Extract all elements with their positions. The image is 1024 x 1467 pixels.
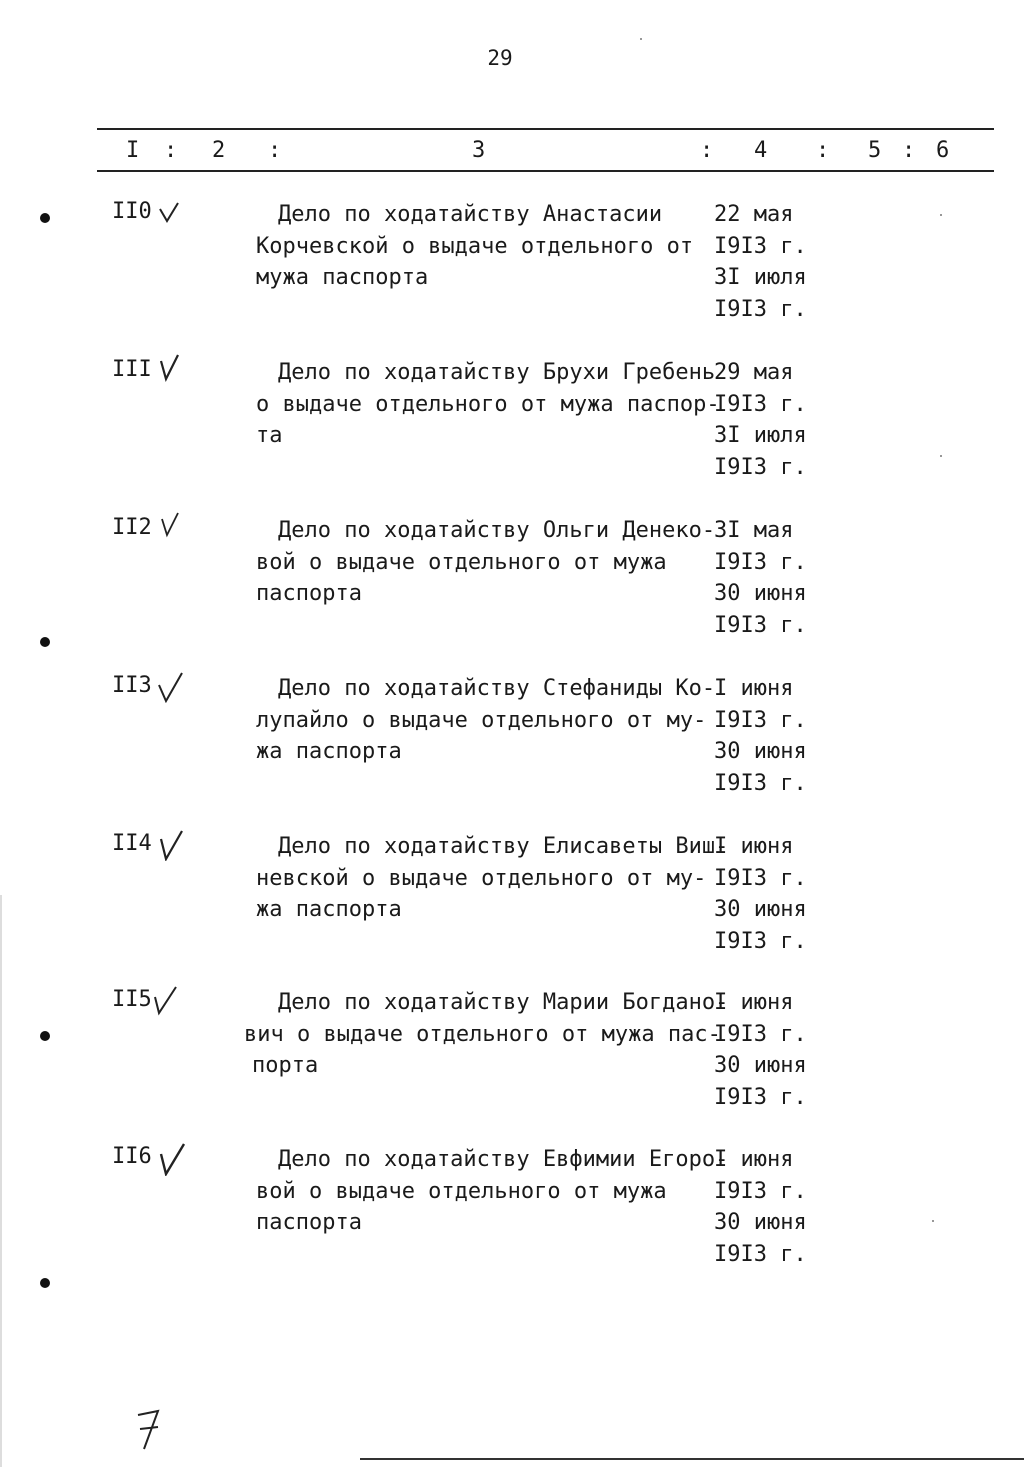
entry-dates <box>714 831 824 957</box>
date-line: 30 июня <box>714 1053 807 1078</box>
date-line: I9I3 г. <box>714 612 807 638</box>
date-line: I9I3 г. <box>714 1084 807 1110</box>
date-line: I июня <box>714 834 794 859</box>
description-line: Дело по ходатайству Анастасии <box>278 202 663 227</box>
date-line: I9I3 г. <box>714 707 807 733</box>
checkmark-icon <box>156 827 186 861</box>
description-line: паспорта <box>256 1210 362 1235</box>
date-line: 30 июня <box>714 1210 807 1235</box>
table-row <box>0 831 1024 971</box>
scan-edge <box>0 895 2 1467</box>
date-line: I9I3 г. <box>714 770 807 796</box>
checkmark-icon <box>156 669 186 703</box>
entry-number: II4 <box>112 831 152 856</box>
entry-description <box>256 515 716 610</box>
entry-dates <box>714 199 824 325</box>
checkmark-icon <box>156 511 182 541</box>
col-separator: : <box>902 138 916 163</box>
col-4-label: 4 <box>754 138 768 163</box>
description-line: паспорта <box>256 581 362 606</box>
description-line: Дело по ходатайству Стефаниды Ко- <box>278 676 716 701</box>
entry-description <box>256 831 729 926</box>
date-line: I9I3 г. <box>714 233 807 259</box>
entry-number: II6 <box>112 1144 152 1169</box>
date-line: I9I3 г. <box>714 865 807 891</box>
entry-description <box>244 987 729 1082</box>
description-line: Корчевской о выдаче отдельного от <box>256 233 694 259</box>
entry-dates <box>714 1144 824 1270</box>
entry-description <box>256 673 716 768</box>
entry-dates <box>714 357 824 483</box>
col-5-label: 5 <box>868 138 882 163</box>
checkmark-icon <box>150 983 180 1017</box>
checkmark-icon <box>156 1140 188 1176</box>
entry-dates <box>714 987 824 1113</box>
header-top-rule <box>97 128 994 130</box>
table-row <box>0 1144 1024 1284</box>
checkmark-icon <box>156 353 182 383</box>
entry-number: II3 <box>112 673 152 698</box>
date-line: 30 июня <box>714 897 807 922</box>
col-separator: : <box>268 138 282 163</box>
table-row <box>0 987 1024 1127</box>
col-separator: : <box>816 138 830 163</box>
description-line: Дело по ходатайству Марии Богдано- <box>278 990 729 1015</box>
date-line: I9I3 г. <box>714 1021 807 1047</box>
description-line: жа паспорта <box>256 739 402 764</box>
col-1-label: I <box>126 138 140 163</box>
description-line: Дело по ходатайству Елисаветы Виш- <box>278 834 729 859</box>
entry-description <box>256 199 711 294</box>
date-line: I9I3 г. <box>714 1178 807 1204</box>
entry-description <box>256 357 720 452</box>
speck <box>940 214 942 216</box>
description-line: Дело по ходатайству Евфимии Егоро- <box>278 1147 729 1172</box>
description-line: мужа паспорта <box>256 265 429 290</box>
entry-dates <box>714 673 824 799</box>
date-line: 3I мая <box>714 518 794 543</box>
description-line: вой о выдаче отдельного от мужа <box>256 1178 667 1204</box>
description-line: вич о выдаче отдельного от мужа пас- <box>244 1021 721 1047</box>
col-separator: : <box>164 138 178 163</box>
date-line: I9I3 г. <box>714 928 807 954</box>
entry-number: II0 <box>112 199 152 224</box>
entry-number: II5 <box>112 987 152 1012</box>
col-6-label: 6 <box>936 138 950 163</box>
date-line: I9I3 г. <box>714 391 807 417</box>
date-line: 3I июля <box>714 265 807 290</box>
table-row <box>0 199 1024 339</box>
column-header <box>0 138 1024 164</box>
description-line: Дело по ходатайству Брухи Гребень <box>278 360 716 385</box>
page-number: 29 <box>487 46 513 70</box>
description-line: порта <box>252 1053 319 1078</box>
description-line: невской о выдаче отдельного от му- <box>256 865 707 891</box>
date-line: 30 июня <box>714 739 807 764</box>
description-line: Дело по ходатайству Ольги Денеко- <box>278 518 716 543</box>
col-separator: : <box>700 138 714 163</box>
date-line: 3I июля <box>714 423 807 448</box>
checkmark-icon <box>156 195 182 225</box>
date-line: I июня <box>714 1147 794 1172</box>
description-line: вой о выдаче отдельного от мужа <box>256 549 667 575</box>
date-line: 30 июня <box>714 581 807 606</box>
date-line: I9I3 г. <box>714 454 807 480</box>
header-bottom-rule <box>97 170 994 172</box>
bottom-rule <box>360 1458 1024 1460</box>
col-3-label: 3 <box>472 138 486 163</box>
speck <box>932 1220 934 1222</box>
entry-description <box>256 1144 729 1239</box>
table-row <box>0 673 1024 813</box>
date-line: I9I3 г. <box>714 1241 807 1267</box>
entry-number: III <box>112 357 152 382</box>
description-line: о выдаче отдельного от мужа паспор- <box>256 391 720 417</box>
entry-number: II2 <box>112 515 152 540</box>
date-line: 29 мая <box>714 360 794 385</box>
punch-hole-icon <box>40 213 50 223</box>
punch-hole-icon <box>40 637 50 647</box>
speck <box>940 455 942 457</box>
date-line: I июня <box>714 676 794 701</box>
date-line: I9I3 г. <box>714 296 807 322</box>
handwritten-mark-icon <box>132 1405 166 1453</box>
description-line: лупайло о выдаче отдельного от му- <box>256 707 707 733</box>
entry-dates <box>714 515 824 641</box>
table-row <box>0 357 1024 497</box>
date-line: 22 мая <box>714 202 794 227</box>
punch-hole-icon <box>40 1278 50 1288</box>
date-line: I9I3 г. <box>714 549 807 575</box>
col-2-label: 2 <box>212 138 226 163</box>
speck <box>640 38 642 40</box>
description-line: та <box>256 423 283 448</box>
punch-hole-icon <box>40 1031 50 1041</box>
table-row <box>0 515 1024 655</box>
date-line: I июня <box>714 990 794 1015</box>
description-line: жа паспорта <box>256 897 402 922</box>
